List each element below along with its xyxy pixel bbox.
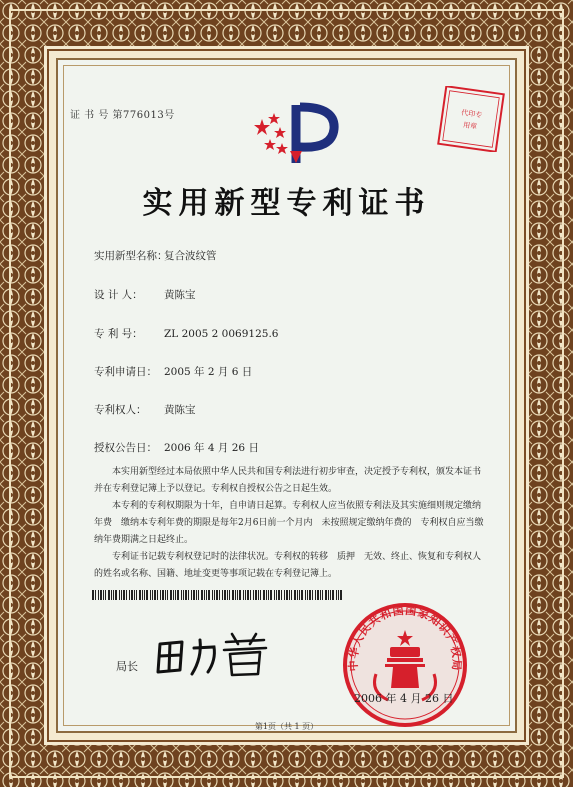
- barcode-bar: [131, 590, 133, 600]
- official-seal: [340, 600, 470, 730]
- barcode-bar: [281, 590, 282, 600]
- field-designer: [94, 287, 196, 302]
- barcode-bar: [270, 590, 272, 600]
- patent-office-logo: [244, 101, 340, 167]
- barcode-bar: [253, 590, 254, 600]
- barcode-bar: [204, 590, 205, 600]
- barcode-bar: [258, 590, 259, 600]
- barcode-bar: [227, 590, 228, 600]
- barcode-bar: [330, 590, 331, 600]
- barcode-bar: [193, 590, 195, 600]
- barcode-bar: [307, 590, 308, 600]
- seal-date: 2006 年 4 月 26 日: [354, 692, 454, 705]
- barcode-bar: [216, 590, 218, 600]
- barcode-bar: [328, 590, 329, 600]
- paragraph: 本专利的专利权期限为十年，自申请日起算。专利权人应当依照专利法及其实施细则规定缴纳年费 缴纳本专利年费的期限是每年2月6日前一个月内 未按照规定缴纳年费的 专利权自应当缴纳年费期满之日起终止。: [94, 501, 484, 545]
- barcode-bar: [332, 590, 334, 600]
- barcode-bar: [111, 590, 112, 600]
- barcode-bar: [154, 590, 156, 600]
- barcode-bar: [235, 590, 236, 600]
- barcode-bar: [239, 590, 241, 600]
- field-value: 复合波纹管: [164, 250, 217, 262]
- barcode-bar: [320, 590, 321, 600]
- barcode-bar: [237, 590, 238, 600]
- barcode-bar: [266, 590, 267, 600]
- barcode-bar: [181, 590, 182, 600]
- certificate-body: [56, 58, 517, 733]
- barcode-bar: [123, 590, 125, 600]
- barcode-bar: [103, 590, 104, 600]
- field-value: 黄陈宝: [164, 289, 196, 301]
- barcode-bar: [274, 590, 275, 600]
- barcode-bar: [173, 590, 174, 600]
- field-label: 设 计 人：: [94, 289, 143, 301]
- page-footer: 第1页（共 1 页）: [254, 722, 319, 731]
- seal-text: 中华人民共和国国家知识产权局: [346, 603, 464, 672]
- barcode-bar: [284, 590, 285, 600]
- barcode-bar: [276, 590, 277, 600]
- certificate-title: 实用新型专利证书: [142, 186, 431, 221]
- barcode-bar: [317, 590, 319, 600]
- barcode-bar: [255, 590, 257, 600]
- field-value: 2005 年 2 月 6 日: [164, 366, 253, 378]
- barcode-bar: [201, 590, 203, 600]
- barcode-bar: [312, 590, 313, 600]
- barcode-bar: [146, 590, 148, 600]
- barcode-bar: [340, 590, 342, 600]
- barcode-bar: [301, 590, 303, 600]
- barcode-bar: [119, 590, 120, 600]
- barcode-bar: [121, 590, 122, 600]
- barcode-bar: [188, 590, 189, 600]
- barcode-bar: [95, 590, 96, 600]
- barcode-bar: [291, 590, 292, 600]
- barcode-bar: [208, 590, 210, 600]
- barcode-bar: [185, 590, 187, 600]
- barcode-bar: [191, 590, 192, 600]
- director-label: 局长: [116, 660, 138, 673]
- barcode-bar: [175, 590, 176, 600]
- barcode-bar: [183, 590, 184, 600]
- barcode-bar: [157, 590, 158, 600]
- barcode-bar: [222, 590, 223, 600]
- field-value: 黄陈宝: [164, 404, 196, 416]
- barcode-bar: [142, 590, 143, 600]
- agency-stamp: [436, 86, 506, 152]
- paragraph: 专利证书记载专利权登记时的法律状况。专利权的转移 质押 无效、终止、恢复和专利权人的姓名或名称、国籍、地址变更等事项记载在专利登记簿上。: [94, 552, 482, 579]
- barcode-bar: [268, 590, 269, 600]
- paragraph: 本实用新型经过本局依照中华人民共和国专利法进行初步审查，决定授予专利权，颁发本证书并在专利登记簿上予以登记。专利权自授权公告之日起生效。: [94, 467, 482, 494]
- certificate-statement: [94, 464, 484, 583]
- barcode-bar: [243, 590, 244, 600]
- svg-text:代印专: 代印专: [460, 108, 483, 120]
- barcode-bar: [315, 590, 316, 600]
- barcode-bar: [219, 590, 220, 600]
- director-signature: [152, 630, 272, 678]
- barcode-bar: [286, 590, 288, 600]
- barcode-bar: [170, 590, 172, 600]
- field-label: 实用新型名称：: [94, 250, 168, 262]
- barcode-bar: [113, 590, 114, 600]
- field-patent-number: [94, 326, 278, 341]
- barcode-bar: [108, 590, 110, 600]
- field-label: 专 利 号：: [94, 328, 143, 340]
- barcode-bar: [297, 590, 298, 600]
- barcode-bar: [92, 590, 94, 600]
- barcode-bar: [289, 590, 290, 600]
- barcode-bar: [198, 590, 199, 600]
- barcode-bar: [160, 590, 161, 600]
- barcode-bar: [250, 590, 251, 600]
- barcode-bar: [212, 590, 213, 600]
- barcode-bar: [206, 590, 207, 600]
- field-label: 授权公告日：: [94, 442, 157, 454]
- field-application-date: [94, 364, 252, 379]
- barcode-bar: [325, 590, 327, 600]
- barcode: [92, 590, 342, 600]
- barcode-bar: [232, 590, 234, 600]
- barcode-bar: [322, 590, 323, 600]
- field-value: 2006 年 4 月 26 日: [164, 442, 259, 454]
- barcode-bar: [196, 590, 197, 600]
- barcode-bar: [167, 590, 168, 600]
- barcode-bar: [105, 590, 106, 600]
- barcode-bar: [100, 590, 102, 600]
- field-label: 专利权人：: [94, 404, 147, 416]
- barcode-bar: [305, 590, 306, 600]
- barcode-bar: [214, 590, 215, 600]
- barcode-bar: [245, 590, 246, 600]
- barcode-bar: [98, 590, 99, 600]
- field-value: ZL 2005 2 0069125.6: [164, 328, 279, 340]
- barcode-bar: [229, 590, 230, 600]
- barcode-bar: [294, 590, 296, 600]
- field-grant-date: [94, 440, 259, 455]
- barcode-bar: [152, 590, 153, 600]
- barcode-bar: [126, 590, 127, 600]
- barcode-bar: [338, 590, 339, 600]
- barcode-bar: [129, 590, 130, 600]
- barcode-bar: [260, 590, 261, 600]
- barcode-bar: [134, 590, 135, 600]
- field-label: 专利申请日：: [94, 366, 157, 378]
- barcode-bar: [150, 590, 151, 600]
- barcode-bar: [162, 590, 164, 600]
- barcode-bar: [165, 590, 166, 600]
- barcode-bar: [115, 590, 117, 600]
- certificate-number: 证 书 号 第776013号: [70, 110, 175, 121]
- field-patentee: [94, 402, 196, 417]
- barcode-bar: [247, 590, 249, 600]
- barcode-bar: [136, 590, 137, 600]
- field-utility-model-name: [94, 248, 217, 263]
- barcode-bar: [336, 590, 337, 600]
- barcode-bar: [177, 590, 179, 600]
- barcode-bar: [263, 590, 265, 600]
- svg-text:用章: 用章: [462, 120, 478, 131]
- barcode-bar: [278, 590, 280, 600]
- barcode-bar: [309, 590, 311, 600]
- barcode-bar: [139, 590, 141, 600]
- barcode-bar: [144, 590, 145, 600]
- barcode-bar: [299, 590, 300, 600]
- barcode-bar: [224, 590, 226, 600]
